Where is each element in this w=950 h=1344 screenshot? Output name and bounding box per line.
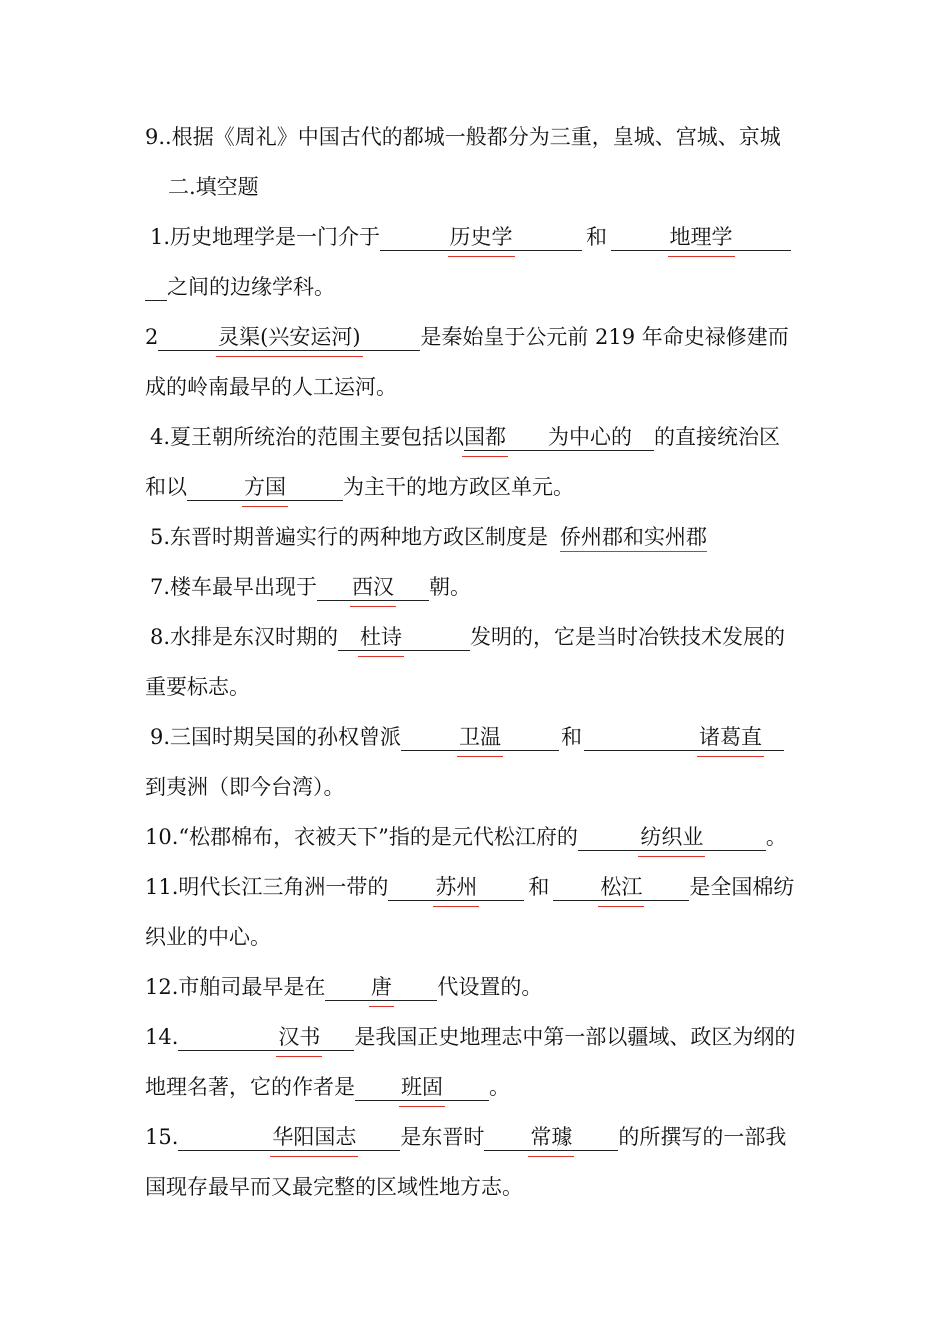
answer-5: 侨州郡和实州郡 xyxy=(560,525,707,552)
section-title: 二.填空题 xyxy=(168,175,259,199)
blank-4b[interactable]: 方国 xyxy=(187,472,343,501)
question-14: 14. 汉书 是我国正史地理志中第一部以疆域、政区为纲的 xyxy=(145,1022,795,1052)
question-7: 7.楼车最早出现于 西汉 朝。 xyxy=(150,572,471,602)
blank-7[interactable]: 西汉 xyxy=(317,572,429,601)
question-1-line2: 之间的边缘学科。 xyxy=(145,272,335,302)
blank-2a[interactable]: 灵渠(兴安运河) xyxy=(158,322,420,351)
blank-14a[interactable]: 汉书 xyxy=(178,1022,354,1051)
blank-11b[interactable]: 松江 xyxy=(553,872,689,901)
question-15: 15. 华阳国志 是东晋时 常璩 的所撰写的一部我 xyxy=(145,1122,786,1152)
question-8-line2: 重要标志。 xyxy=(145,675,250,699)
question-2-line2: 成的岭南最早的人工运河。 xyxy=(145,375,397,399)
question-4-line2: 和以 方国 为主干的地方政区单元。 xyxy=(145,472,574,502)
question-9-top: 9..根据《周礼》中国古代的都城一般都分为三重，皇城、宫城、京城 xyxy=(145,125,781,149)
blank-4a[interactable]: 国都 为中心的 xyxy=(464,422,654,451)
question-4: 4.夏王朝所统治的范围主要包括以国都 为中心的 的直接统治区 xyxy=(150,422,780,452)
blank-1b[interactable]: 地理学 xyxy=(611,222,791,251)
question-15-line2: 国现存最早而又最完整的区域性地方志。 xyxy=(145,1175,523,1199)
blank-8[interactable]: 杜诗 xyxy=(338,622,470,651)
question-11-line2: 织业的中心。 xyxy=(145,925,271,949)
blank-12[interactable]: 唐 xyxy=(325,972,437,1001)
blank-11a[interactable]: 苏州 xyxy=(388,872,524,901)
question-11: 11.明代长江三角洲一带的 苏州 和 松江 是全国棉纺 xyxy=(145,872,794,902)
blank-15b[interactable]: 常璩 xyxy=(484,1122,618,1151)
blank-15a[interactable]: 华阳国志 xyxy=(178,1122,400,1151)
blank-9a[interactable]: 卫温 xyxy=(401,722,559,751)
question-9-line2: 到夷洲（即今台湾）。 xyxy=(145,775,345,799)
question-14-line2: 地理名著，它的作者是 班固 。 xyxy=(145,1072,510,1102)
blank-9b[interactable]: 诸葛直 xyxy=(584,722,784,751)
question-1: 1.历史地理学是一门介于 历史学 和 地理学 xyxy=(150,222,791,252)
question-12: 12.市舶司最早是在 唐 代设置的。 xyxy=(145,972,542,1002)
question-2: 2 灵渠(兴安运河) 是秦始皇于公元前 219 年命史禄修建而 xyxy=(145,322,789,352)
question-5: 5.东晋时期普遍实行的两种地方政区制度是 侨州郡和实州郡 xyxy=(150,522,707,552)
blank-1a[interactable]: 历史学 xyxy=(380,222,582,251)
question-8: 8.水排是东汉时期的 杜诗 发明的，它是当时冶铁技术发展的 xyxy=(150,622,785,652)
blank-14b[interactable]: 班固 xyxy=(355,1072,489,1101)
blank-1c[interactable] xyxy=(145,272,167,301)
question-9: 9.三国时期吴国的孙权曾派 卫温 和 诸葛直 xyxy=(150,722,784,752)
blank-10[interactable]: 纺织业 xyxy=(578,822,766,851)
question-10: 10.“松郡棉布，衣被天下”指的是元代松江府的 纺织业 。 xyxy=(145,822,787,852)
